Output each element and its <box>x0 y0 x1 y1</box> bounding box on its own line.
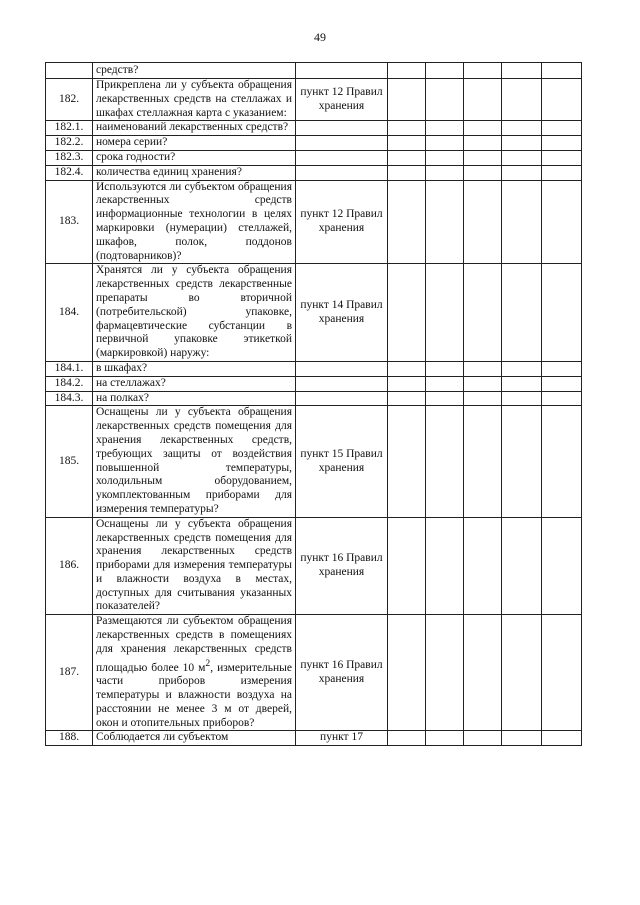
answer-cell <box>426 361 464 376</box>
item-question: наименований лекарственных средств? <box>93 121 296 136</box>
item-question: в шкафах? <box>93 361 296 376</box>
table-row <box>46 264 582 362</box>
table-row <box>46 136 582 151</box>
question-text: , измерительные части приборов измерения температуры и влажности воздуха на расстоянии не менее 3 м от дверей, окон и отопительных приборов? <box>96 661 292 729</box>
answer-cell <box>502 165 542 180</box>
item-number: 182.2. <box>46 136 93 151</box>
item-reference <box>296 391 388 406</box>
item-reference: пункт 12 Правил хранения <box>296 180 388 264</box>
answer-cell <box>388 406 426 517</box>
table-row <box>46 165 582 180</box>
answer-cell <box>464 376 502 391</box>
answer-cell <box>426 731 464 746</box>
answer-cell <box>388 391 426 406</box>
item-number: 185. <box>46 406 93 517</box>
table-row <box>46 391 582 406</box>
answer-cell <box>388 376 426 391</box>
answer-cell <box>426 517 464 615</box>
answer-cell <box>542 165 582 180</box>
answer-cell <box>426 264 464 362</box>
answer-cell <box>388 361 426 376</box>
item-number: 184.3. <box>46 391 93 406</box>
table-row <box>46 79 582 121</box>
answer-cell <box>426 121 464 136</box>
question-text: Размещаются ли субъектом обращения лекарственных средств в помещениях для хранения лекарственных средств площадью более 10 м <box>96 615 292 674</box>
answer-cell <box>502 391 542 406</box>
page-number: 49 <box>314 30 326 44</box>
item-number: 183. <box>46 180 93 264</box>
item-reference: пункт 16 Правил хранения <box>296 517 388 615</box>
answer-cell <box>426 165 464 180</box>
answer-cell <box>542 376 582 391</box>
item-question: средств? <box>93 63 296 79</box>
item-question: Оснащены ли у субъекта обращения лекарственных средств помещения для хранения лекарственных средств приборами для измерения температуры и влажности воздуха в местах, доступных для считывания указанных показателей? <box>93 517 296 615</box>
answer-cell <box>388 79 426 121</box>
item-reference <box>296 376 388 391</box>
answer-cell <box>388 121 426 136</box>
answer-cell <box>388 264 426 362</box>
item-reference <box>296 361 388 376</box>
item-question: срока годности? <box>93 150 296 165</box>
item-number: 182.3. <box>46 150 93 165</box>
table-row <box>46 517 582 615</box>
item-question: на полках? <box>93 391 296 406</box>
answer-cell <box>388 615 426 731</box>
table-row <box>46 63 582 79</box>
table-row <box>46 150 582 165</box>
answer-cell <box>388 165 426 180</box>
item-number: 184.1. <box>46 361 93 376</box>
answer-cell <box>502 150 542 165</box>
answer-cell <box>426 63 464 79</box>
item-number: 186. <box>46 517 93 615</box>
item-question: Используются ли субъектом обращения лекарственных средств информационные технологии в целях маркировки (нумерации) стеллажей, шкафов, полок, поддонов (подтоварников)? <box>93 180 296 264</box>
item-reference <box>296 63 388 79</box>
answer-cell <box>542 79 582 121</box>
answer-cell <box>388 180 426 264</box>
answer-cell <box>426 79 464 121</box>
item-question: количества единиц хранения? <box>93 165 296 180</box>
item-reference: пункт 17 <box>296 731 388 746</box>
item-reference <box>296 136 388 151</box>
answer-cell <box>464 79 502 121</box>
table-row <box>46 180 582 264</box>
answer-cell <box>464 136 502 151</box>
item-question: на стеллажах? <box>93 376 296 391</box>
answer-cell <box>542 136 582 151</box>
answer-cell <box>542 121 582 136</box>
answer-cell <box>502 79 542 121</box>
answer-cell <box>502 136 542 151</box>
answer-cell <box>426 406 464 517</box>
answer-cell <box>542 391 582 406</box>
item-question: Оснащены ли у субъекта обращения лекарственных средств помещения для хранения лекарственных средств, требующих защиты от воздействия повышенной температуры, холодильным оборудованием, укомплектованным приборами для измерения температуры? <box>93 406 296 517</box>
table-row <box>46 406 582 517</box>
item-number: 184. <box>46 264 93 362</box>
answer-cell <box>542 150 582 165</box>
table-row <box>46 361 582 376</box>
item-number: 182.4. <box>46 165 93 180</box>
answer-cell <box>502 731 542 746</box>
superscript: 2 <box>205 657 211 669</box>
answer-cell <box>426 615 464 731</box>
item-question: номера серии? <box>93 136 296 151</box>
item-number <box>46 63 93 79</box>
answer-cell <box>502 121 542 136</box>
answer-cell <box>464 165 502 180</box>
answer-cell <box>502 517 542 615</box>
item-question: Прикреплена ли у субъекта обращения лекарственных средств на стеллажах и шкафах стеллажная карта с указанием: <box>93 79 296 121</box>
item-reference: пункт 16 Правил хранения <box>296 615 388 731</box>
item-number: 184.2. <box>46 376 93 391</box>
answer-cell <box>388 136 426 151</box>
table-row <box>46 615 582 731</box>
answer-cell <box>542 264 582 362</box>
answer-cell <box>426 150 464 165</box>
answer-cell <box>464 121 502 136</box>
answer-cell <box>464 406 502 517</box>
item-question <box>93 615 296 731</box>
answer-cell <box>502 180 542 264</box>
answer-cell <box>464 517 502 615</box>
answer-cell <box>464 180 502 264</box>
answer-cell <box>426 376 464 391</box>
item-number: 182.1. <box>46 121 93 136</box>
answer-cell <box>542 361 582 376</box>
item-reference <box>296 165 388 180</box>
item-question: Соблюдается ли субъектом <box>93 731 296 746</box>
answer-cell <box>542 731 582 746</box>
answer-cell <box>464 391 502 406</box>
item-number: 182. <box>46 79 93 121</box>
table-row <box>46 731 582 746</box>
answer-cell <box>464 264 502 362</box>
item-number: 187. <box>46 615 93 731</box>
answer-cell <box>388 731 426 746</box>
item-reference <box>296 150 388 165</box>
answer-cell <box>542 406 582 517</box>
answer-cell <box>502 615 542 731</box>
answer-cell <box>426 136 464 151</box>
table-row <box>46 121 582 136</box>
answer-cell <box>464 361 502 376</box>
answer-cell <box>464 63 502 79</box>
answer-cell <box>464 150 502 165</box>
answer-cell <box>426 180 464 264</box>
answer-cell <box>542 517 582 615</box>
answer-cell <box>426 391 464 406</box>
answer-cell <box>388 150 426 165</box>
answer-cell <box>502 264 542 362</box>
answer-cell <box>542 180 582 264</box>
item-reference: пункт 12 Правил хранения <box>296 79 388 121</box>
checklist-table <box>45 62 582 746</box>
item-reference: пункт 14 Правил хранения <box>296 264 388 362</box>
item-number: 188. <box>46 731 93 746</box>
answer-cell <box>542 615 582 731</box>
answer-cell <box>502 376 542 391</box>
item-question: Хранятся ли у субъекта обращения лекарственных средств лекарственные препараты во вторичной (потребительской) упаковке, фармацевтические субстанции в первичной упаковке этикеткой (маркировкой) наружу: <box>93 264 296 362</box>
answer-cell <box>502 406 542 517</box>
answer-cell <box>542 63 582 79</box>
answer-cell <box>388 517 426 615</box>
answer-cell <box>388 63 426 79</box>
item-reference: пункт 15 Правил хранения <box>296 406 388 517</box>
answer-cell <box>464 731 502 746</box>
table-row <box>46 376 582 391</box>
answer-cell <box>502 63 542 79</box>
answer-cell <box>502 361 542 376</box>
item-reference <box>296 121 388 136</box>
answer-cell <box>464 615 502 731</box>
